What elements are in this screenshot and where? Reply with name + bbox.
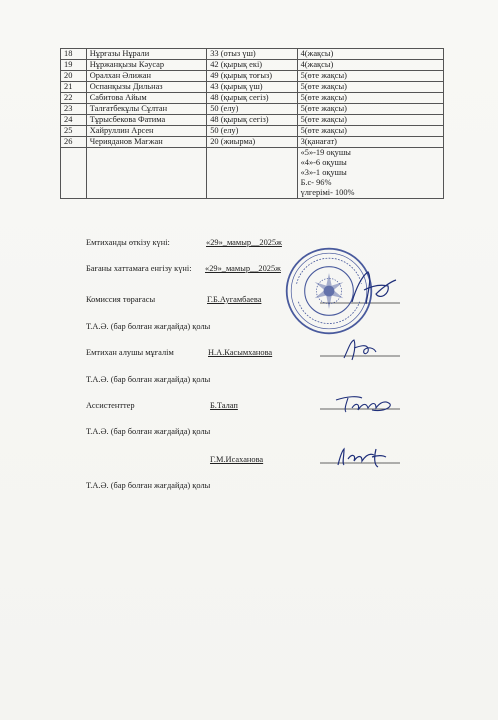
student-score: 48 (қырық сегіз) bbox=[207, 115, 297, 126]
row-number: 26 bbox=[61, 137, 87, 148]
student-name: Талғатбекұлы Сұлтан bbox=[86, 104, 207, 115]
empty-cell bbox=[207, 148, 297, 199]
student-score: 48 (қырық сегіз) bbox=[207, 93, 297, 104]
table-row bbox=[61, 82, 444, 93]
table-row bbox=[61, 115, 444, 126]
teacher-name: Н.А.Касымханова bbox=[208, 348, 273, 357]
row-number: 25 bbox=[61, 126, 87, 137]
results-table bbox=[60, 48, 444, 199]
student-grade: 4(жақсы) bbox=[297, 60, 443, 71]
protocol-date-value: «29»_мамыр__2025ж bbox=[205, 264, 281, 273]
empty-cell bbox=[61, 148, 87, 199]
student-score: 50 (елу) bbox=[207, 126, 297, 137]
student-name: Оспанқызы Дильназ bbox=[86, 82, 207, 93]
chair-label: Комиссия төрағасы bbox=[86, 295, 156, 304]
grade-summary bbox=[297, 148, 443, 199]
empty-cell bbox=[86, 148, 207, 199]
row-number: 23 bbox=[61, 104, 87, 115]
row-number: 18 bbox=[61, 49, 87, 60]
table-row bbox=[61, 71, 444, 82]
sign-note: Т.А.Ә. (бар болған жағдайда) қолы bbox=[86, 427, 211, 436]
student-grade: 5(өте жақсы) bbox=[297, 104, 443, 115]
student-grade: 5(өте жақсы) bbox=[297, 126, 443, 137]
student-name: Тұрысбекова Фатима bbox=[86, 115, 207, 126]
student-score: 50 (елу) bbox=[207, 104, 297, 115]
teacher-signature-icon bbox=[340, 336, 380, 362]
summary-line: үлгерімі- 100% bbox=[300, 188, 355, 197]
teacher-label: Емтихан алушы мұғалім bbox=[86, 348, 174, 357]
exam-date-value: «29»_мамыр__2025ж bbox=[206, 238, 282, 247]
sign-note: Т.А.Ә. (бар болған жағдайда) қолы bbox=[86, 481, 211, 490]
student-score: 33 (отыз үш) bbox=[207, 49, 297, 60]
student-name: Хайруллин Арсен bbox=[86, 126, 207, 137]
table-row bbox=[61, 60, 444, 71]
student-score: 42 (қырық екі) bbox=[207, 60, 297, 71]
student-grade: 5(өте жақсы) bbox=[297, 93, 443, 104]
student-name: Оралхан Әлижан bbox=[86, 71, 207, 82]
row-number: 22 bbox=[61, 93, 87, 104]
student-grade: 5(өте жақсы) bbox=[297, 82, 443, 93]
assistant2-name: Г.М.Исаханова bbox=[210, 455, 264, 464]
student-grade: 3(қанағат) bbox=[297, 137, 443, 148]
student-name: Сабитова Айым bbox=[86, 93, 207, 104]
row-number: 24 bbox=[61, 115, 87, 126]
table-row bbox=[61, 49, 444, 60]
student-score: 49 (қырық тоғыз) bbox=[207, 71, 297, 82]
summary-line: «3»-1 оқушы bbox=[300, 168, 347, 177]
table-row bbox=[61, 93, 444, 104]
student-grade: 5(өте жақсы) bbox=[297, 71, 443, 82]
student-name: Черияданов Мағжан bbox=[86, 137, 207, 148]
summary-row bbox=[61, 148, 444, 199]
exam-date-label: Емтиханды өткізу күні: bbox=[86, 238, 170, 247]
summary-line: «5»-19 оқушы bbox=[300, 148, 351, 157]
student-score: 43 (қырық үш) bbox=[207, 82, 297, 93]
row-number: 21 bbox=[61, 82, 87, 93]
student-name: Нұрғазы Нұрали bbox=[86, 49, 207, 60]
table-row bbox=[61, 137, 444, 148]
table-row bbox=[61, 126, 444, 137]
summary-line: Б.с- 96% bbox=[300, 178, 332, 187]
student-score: 20 (жиырма) bbox=[207, 137, 297, 148]
summary-line: «4»-6 оқушы bbox=[300, 158, 347, 167]
row-number: 19 bbox=[61, 60, 87, 71]
student-grade: 5(өте жақсы) bbox=[297, 115, 443, 126]
row-number: 20 bbox=[61, 71, 87, 82]
chair-signature-icon bbox=[346, 268, 402, 308]
assistants-label: Ассистенттер bbox=[86, 401, 135, 410]
assistant-name: Б.Талап bbox=[210, 401, 238, 410]
table-row bbox=[61, 104, 444, 115]
sign-note: Т.А.Ә. (бар болған жағдайда) қолы bbox=[86, 322, 211, 331]
sign-note: Т.А.Ә. (бар болған жағдайда) қолы bbox=[86, 375, 211, 384]
chair-name: Г.Б.Аугамбаева bbox=[207, 295, 262, 304]
student-grade: 4(жақсы) bbox=[297, 49, 443, 60]
assistant-signature-icon bbox=[332, 392, 396, 416]
assistant2-signature-icon bbox=[334, 445, 390, 471]
protocol-date-label: Бағаны хаттамаға енгізу күні: bbox=[86, 264, 192, 273]
student-name: Нұржанқызы Кәусар bbox=[86, 60, 207, 71]
